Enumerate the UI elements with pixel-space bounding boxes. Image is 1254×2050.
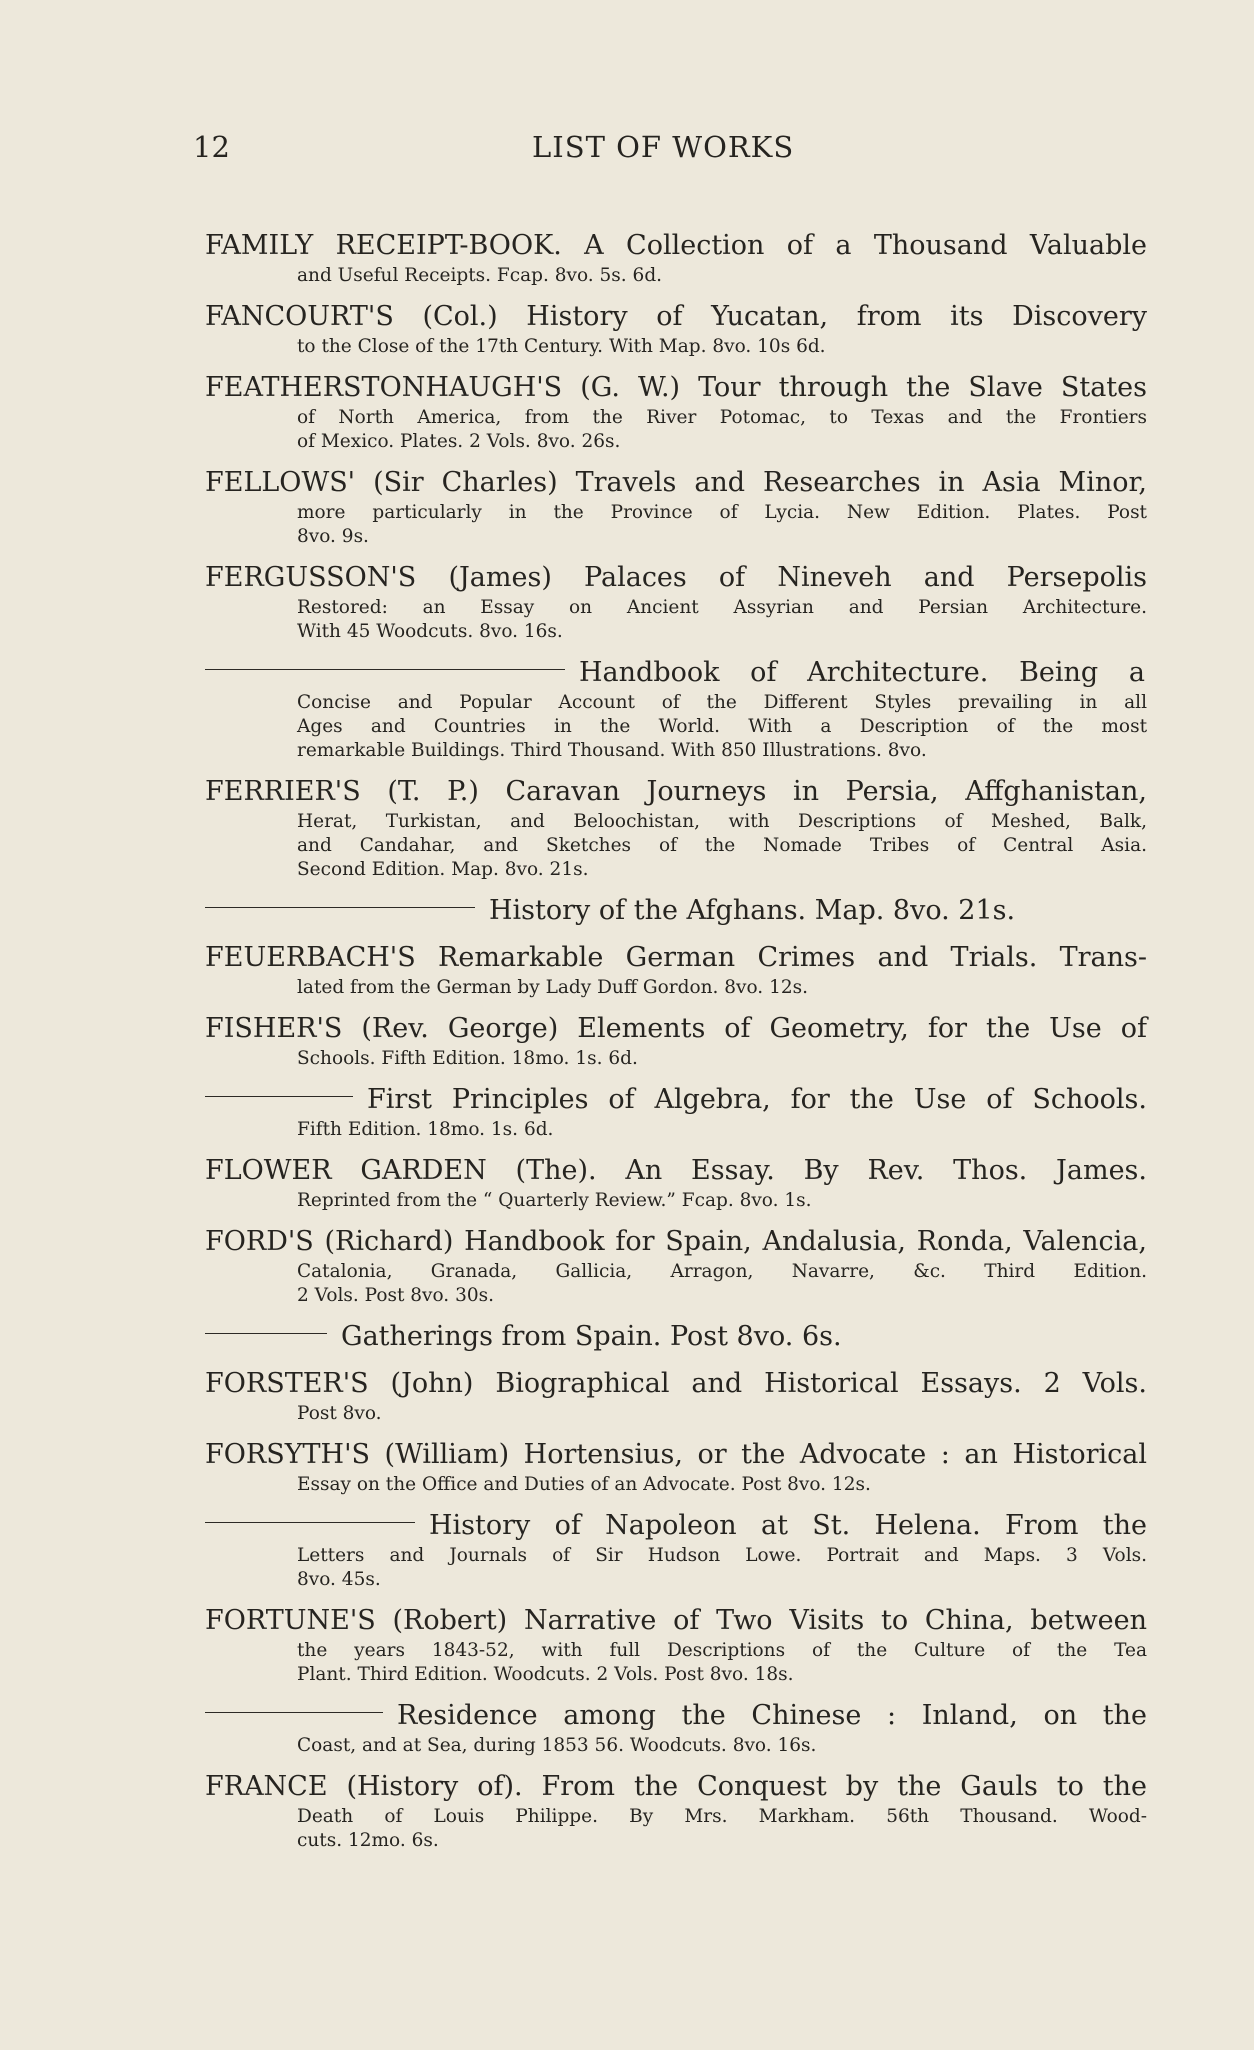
ditto-rule [205,1712,383,1713]
catalogue-entry [205,1698,1147,1758]
entry-line: 8vo. 9s. [297,526,369,547]
catalogue-entry [205,1769,1147,1853]
catalogue-entry [205,655,1147,763]
entry-line: 2 Vols. Post 8vo. 30s. [297,1285,494,1306]
catalogue-entry [205,370,1147,454]
page-number: 12 [193,130,230,164]
entry-line: Herat, Turkistan, and Beloochistan, with Descriptions of Meshed, Balk, [297,811,1147,832]
catalogue-entry [205,299,1147,359]
entry-line: 8vo. 45s. [297,1569,381,1590]
catalogue-entry [205,1603,1147,1687]
entry-line: Letters and Journals of Sir Hudson Lowe. Portrait and Maps. 3 Vols. [297,1545,1147,1566]
entry-line: Post 8vo. [297,1403,382,1424]
entry-heading: FISHER'S (Rev. George) Elements of Geometry, for the Use of [205,1013,1147,1044]
entry-line: Coast, and at Sea, during 1853 56. Woodcuts. 8vo. 16s. [297,1735,817,1756]
entry-heading: History of Napoleon at St. Helena. From the [429,1510,1147,1541]
entry-line: of North America, from the River Potomac, to Texas and the Frontiers [297,407,1147,428]
catalogue-entry [205,560,1147,644]
entry-line: and Useful Receipts. Fcap. 8vo. 5s. 6d. [297,265,663,286]
ditto-rule [205,1522,415,1523]
entry-heading: Handbook of Architecture. Being a [579,657,1145,688]
entry-line: Fifth Edition. 18mo. 1s. 6d. [297,1119,554,1140]
entry-line: cuts. 12mo. 6s. [297,1830,439,1851]
ditto-rule [205,1096,353,1097]
entry-heading: FORSTER'S (John) Biographical and Historical Essays. 2 Vols. [205,1368,1147,1399]
entry-heading: FEATHERSTONHAUGH'S (G. W.) Tour through the Slave States [205,372,1147,403]
entry-line: Schools. Fifth Edition. 18mo. 1s. 6d. [297,1048,638,1069]
ditto-rule [205,669,565,670]
catalogue-entry [205,774,1147,882]
entry-heading: Gatherings from Spain. Post 8vo. 6s. [341,1321,842,1352]
catalogue-entry [205,1224,1147,1308]
page-header [0,130,1254,170]
entry-heading: First Principles of Algebra, for the Use of Schools. [367,1084,1147,1115]
entry-heading: FORD'S (Richard) Handbook for Spain, Andalusia, Ronda, Valencia, [205,1226,1147,1257]
entry-line: Ages and Countries in the World. With a Description of the most [297,716,1147,737]
entry-heading: FORSYTH'S (William) Hortensius, or the Advocate : an Historical [205,1439,1147,1470]
entry-line: remarkable Buildings. Third Thousand. With 850 Illustrations. 8vo. [297,740,927,761]
entry-line: Essay on the Office and Duties of an Advocate. Post 8vo. 12s. [297,1474,871,1495]
entry-heading: FAMILY RECEIPT-BOOK. A Collection of a Thousand Valuable [205,230,1147,261]
entry-heading: History of the Afghans. Map. 8vo. 21s. [489,895,1016,926]
entry-line: the years 1843-52, with full Descriptions of the Culture of the Tea [297,1640,1147,1661]
entry-heading: Residence among the Chinese : Inland, on the [397,1700,1147,1731]
entry-line: lated from the German by Lady Duff Gordon. 8vo. 12s. [297,977,808,998]
ditto-rule [205,1333,327,1334]
catalogue-entry [205,1153,1147,1213]
entry-line: and Candahar, and Sketches of the Nomade Tribes of Central Asia. [297,835,1147,856]
entry-line: Catalonia, Granada, Gallicia, Arragon, Navarre, &c. Third Edition. [297,1261,1147,1282]
catalogue-entry [205,228,1147,288]
entry-heading: FRANCE (History of). From the Conquest by the Gauls to the [205,1771,1147,1802]
catalogue-entry [205,465,1147,549]
catalogue-entry [205,1011,1147,1071]
catalogue-entries [205,228,1147,1864]
entry-line: Death of Louis Philippe. By Mrs. Markham. 56th Thousand. Wood- [297,1806,1147,1827]
catalogue-entry [205,1319,1147,1355]
entry-heading: FANCOURT'S (Col.) History of Yucatan, from its Discovery [205,301,1147,332]
entry-heading: FLOWER GARDEN (The). An Essay. By Rev. Thos. James. [205,1155,1147,1186]
catalogue-entry [205,1508,1147,1592]
ditto-rule [205,907,475,908]
catalogue-entry [205,1437,1147,1497]
catalogue-entry [205,940,1147,1000]
entry-heading: FERGUSSON'S (James) Palaces of Nineveh and Persepolis [205,562,1147,593]
entry-line: With 45 Woodcuts. 8vo. 16s. [297,621,563,642]
catalogue-entry [205,1366,1147,1426]
entry-heading: FORTUNE'S (Robert) Narrative of Two Visits to China, between [205,1605,1147,1636]
entry-line: Concise and Popular Account of the Different Styles prevailing in all [297,692,1147,713]
entry-line: to the Close of the 17th Century. With Map. 8vo. 10s 6d. [297,336,826,357]
entry-heading: FELLOWS' (Sir Charles) Travels and Researches in Asia Minor, [205,467,1147,498]
entry-line: Plant. Third Edition. Woodcuts. 2 Vols. Post 8vo. 18s. [297,1664,794,1685]
entry-heading: FERRIER'S (T. P.) Caravan Journeys in Persia, Affghanistan, [205,776,1147,807]
entry-line: Second Edition. Map. 8vo. 21s. [297,859,589,880]
entry-line: of Mexico. Plates. 2 Vols. 8vo. 26s. [297,431,621,452]
entry-line: Restored: an Essay on Ancient Assyrian and Persian Architecture. [297,597,1147,618]
entry-line: more particularly in the Province of Lycia. New Edition. Plates. Post [297,502,1147,523]
running-title: LIST OF WORKS [532,130,795,164]
entry-line: Reprinted from the “ Quarterly Review.” Fcap. 8vo. 1s. [297,1190,812,1211]
entry-heading: FEUERBACH'S Remarkable German Crimes and Trials. Trans- [205,942,1147,973]
catalogue-entry [205,893,1147,929]
catalogue-entry [205,1082,1147,1142]
